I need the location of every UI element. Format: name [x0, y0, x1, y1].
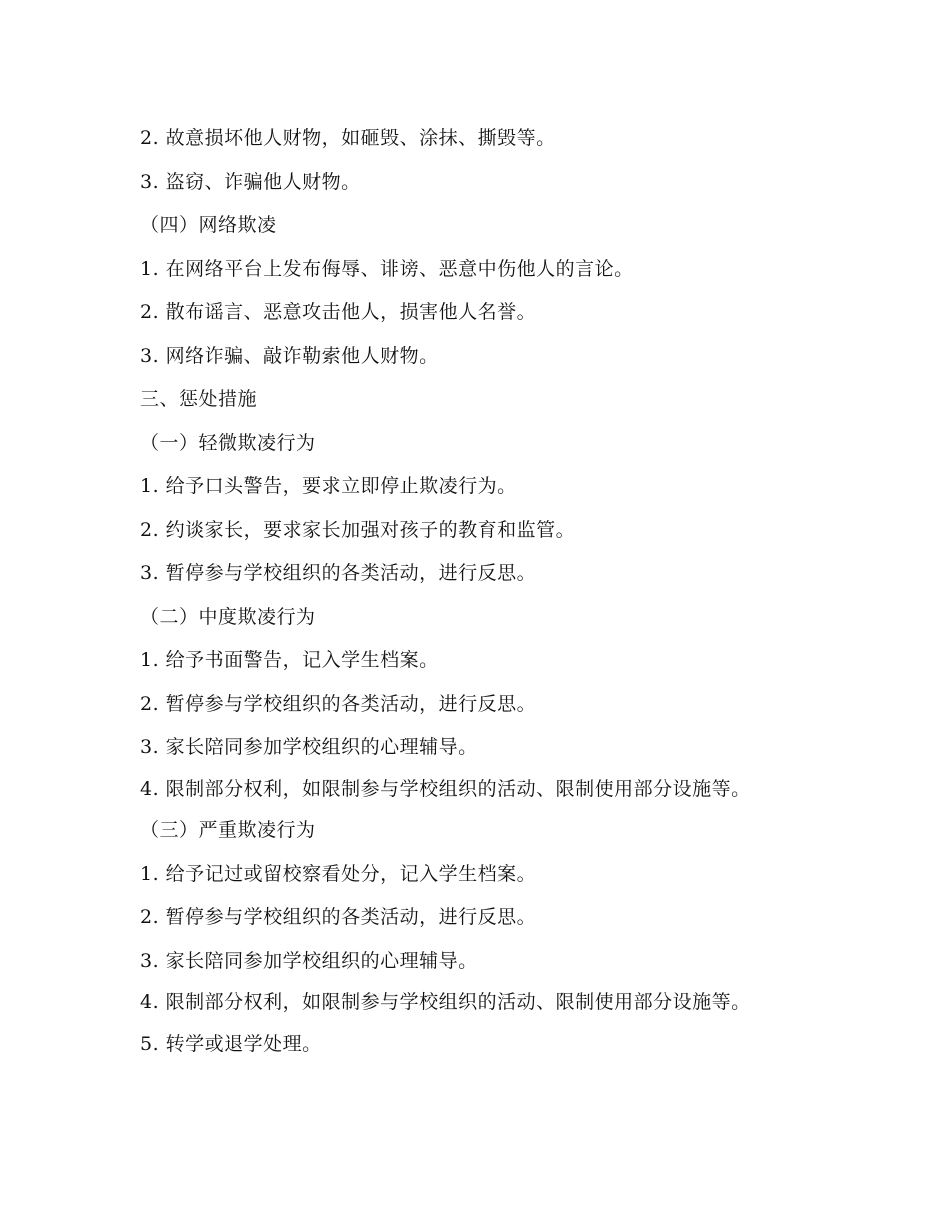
list-item: 3. 家长陪同参加学校组织的心理辅导。: [140, 736, 478, 758]
list-item: 4. 限制部分权利，如限制参与学校组织的活动、限制使用部分设施等。: [140, 991, 751, 1013]
document-body: [140, 126, 800, 1075]
list-item: 1. 给予口头警告，要求立即停止欺凌行为。: [140, 475, 517, 497]
list-item: 1. 给予书面警告，记入学生档案。: [140, 649, 439, 671]
list-item: 3. 暂停参与学校组织的各类活动，进行反思。: [140, 562, 537, 584]
list-item: 3. 网络诈骗、敲诈勒索他人财物。: [140, 344, 439, 367]
section-heading: （一）轻微欺凌行为: [140, 431, 316, 454]
list-item: 3. 盗窃、诈骗他人财物。: [140, 170, 361, 193]
section-heading: （三）严重欺凌行为: [140, 819, 316, 841]
list-item: 2. 暂停参与学校组织的各类活动，进行反思。: [140, 906, 537, 928]
list-item: 2. 暂停参与学校组织的各类活动，进行反思。: [140, 692, 537, 715]
list-item: 1. 给予记过或留校察看处分，记入学生档案。: [140, 862, 537, 885]
chapter-heading: 三、惩处措施: [140, 388, 258, 410]
section-heading: （二）中度欺凌行为: [140, 605, 316, 628]
list-item: 2. 故意损坏他人财物，如砸毁、涂抹、撕毁等。: [140, 127, 556, 149]
list-item: 5. 转学或退学处理。: [140, 1032, 322, 1055]
list-item: 2. 散布谣言、恶意攻击他人，损害他人名誉。: [140, 301, 537, 323]
list-item: 3. 家长陪同参加学校组织的心理辅导。: [140, 949, 478, 972]
list-item: 4. 限制部分权利，如限制参与学校组织的活动、限制使用部分设施等。: [140, 777, 751, 800]
list-item: 2. 约谈家长，要求家长加强对孩子的教育和监管。: [140, 518, 576, 541]
list-item: 1. 在网络平台上发布侮辱、诽谤、恶意中伤他人的言论。: [140, 257, 634, 280]
section-heading: （四）网络欺凌: [140, 214, 277, 236]
